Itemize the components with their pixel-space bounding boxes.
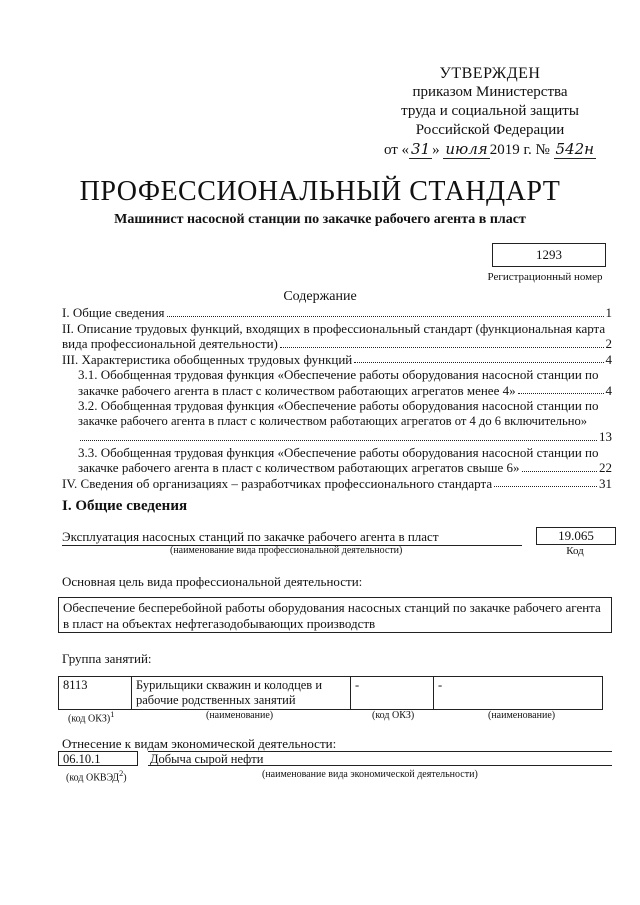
activity-caption: (наименование вида профессиональной деятельности) [170,545,403,556]
approval-date: от « 31 » июля 2019 г. № 542н [383,140,595,158]
okved-name: Добыча сырой нефти [148,751,612,766]
registration-number: 1293 [492,243,606,267]
approval-block [360,64,620,160]
okz-code-2: - [351,677,434,710]
goal-text: Обеспечение бесперебойной работы оборудования насосных станций по закачке рабочего агента в пласт на объектах нефтегазодобывающих производств [58,597,612,633]
okved-code-caption: (код ОКВЭД$^2$) [66,769,127,784]
okz-caption-2: (код ОКЗ) [372,710,415,721]
okz-code-1: 8113 [59,677,132,710]
code-caption: Код [566,545,584,557]
toc-heading: Содержание [283,289,357,304]
approval-line-3: Российской Федерации [415,122,565,138]
okz-name-caption: (наименование) [206,710,274,721]
okz-name-1: Бурильщики скважин и колодцев и рабочие родственных занятий [132,677,351,710]
document-subtitle: Машинист насосной станции по закачке рабочего агента в пласт [114,212,526,227]
approval-number: 542н [555,140,595,158]
approval-month: июля [445,140,488,158]
toc-item[interactable]: I. Общие сведения 1 [62,305,612,320]
okved-label: Отнесение к видам экономической деятельности: [62,736,337,751]
registration-label: Регистрационный номер [487,271,603,283]
activity-code: 19.065 [536,527,616,545]
approval-line-2: труда и социальной защиты [401,103,579,119]
group-label: Группа занятий: [62,651,152,666]
approval-day: 31 [411,140,431,158]
document-title: ПРОФЕССИОНАЛЬНЫЙ СТАНДАРТ [79,176,561,207]
table-row [59,677,603,710]
toc-item[interactable]: 3.3. Обобщенная трудовая функция «Обеспечение работы оборудования насосной станции по закачке рабочего агента в пласт с количеством работающих агрегатов свыше 6» 22 [78,444,612,475]
goal-label: Основная цель вида профессиональной деятельности: [62,574,363,589]
okz-caption: (код ОКЗ)$^1$ [68,710,115,725]
occupation-group-table [58,676,603,710]
table-of-contents [62,305,612,491]
okz-name-2: - [434,677,603,710]
toc-item[interactable]: II. Описание трудовых функций, входящих в профессиональный стандарт (функциональная карта вида профессиональной деятельности) 2 [62,320,612,351]
activity-name: Эксплуатация насосных станций по закачке рабочего агента в пласт [62,529,522,546]
toc-item[interactable]: 3.1. Обобщенная трудовая функция «Обеспечение работы оборудования насосной станции по закачке рабочего агента в пласт с количеством работающих агрегатов менее 4» 4 [78,367,612,398]
toc-item[interactable]: 3.2. Обобщенная трудовая функция «Обеспечение работы оборудования насосной станции по закачке рабочего агента в пласт с количеством работающих агрегатов от 4 до 6 включительно» 13 [78,398,612,444]
okved-code: 06.10.1 [58,751,138,766]
okz-name-caption-2: (наименование) [488,710,556,721]
approval-line-1: приказом Министерства [412,84,568,100]
okved-name-caption: (наименование вида экономической деятельности) [262,769,478,780]
approval-heading: УТВЕРЖДЕН [439,65,541,82]
toc-item[interactable]: IV. Сведения об организациях – разработчиках профессионального стандарта 31 [62,475,612,491]
toc-item[interactable]: III. Характеристика обобщенных трудовых функций 4 [62,351,612,367]
section-heading: I. Общие сведения [62,498,188,514]
